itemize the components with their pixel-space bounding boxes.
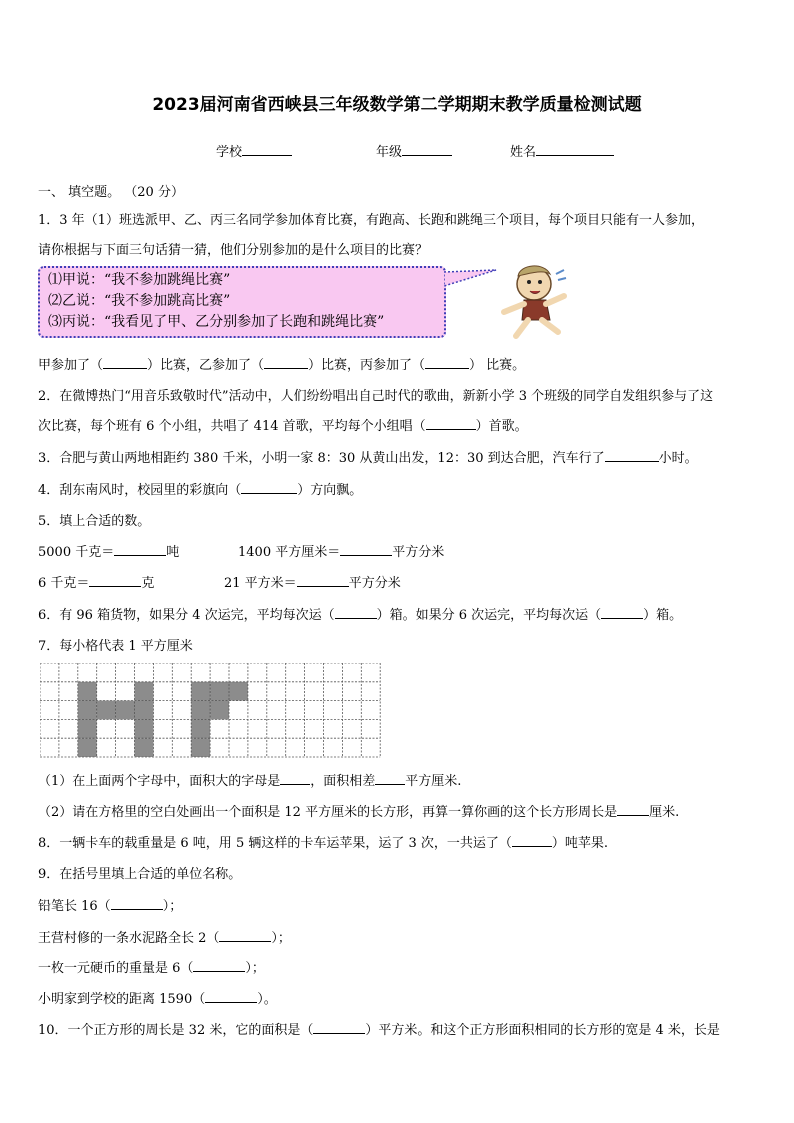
- bubble-line-1: ⑴甲说：“我不参加跳绳比赛”: [48, 272, 231, 288]
- q10-text: ）平方米。和这个正方形面积相同的长方形的宽是 4 米，长是: [365, 1023, 720, 1038]
- q5-text: 5000 千克＝: [38, 545, 115, 560]
- q9-text: ）；: [162, 899, 183, 914]
- q5-text: 1400 平方厘米＝: [238, 545, 341, 560]
- q5-row1-right: [238, 541, 444, 560]
- q10-text: 10．一个正方形的周长是 32 米，它的面积是（: [38, 1023, 314, 1038]
- q4-text: 4．刮东南风时，校园里的彩旗向（: [38, 483, 242, 498]
- q9-blank-2[interactable]: [219, 929, 271, 942]
- q5-text: 平方分米: [348, 576, 401, 591]
- q8: [38, 832, 608, 851]
- page-title: 2023届河南省西峡县三年级数学第二学期期末教学质量检测试题: [152, 95, 642, 115]
- bubble-tail: [444, 268, 500, 294]
- letter-cell: [135, 682, 154, 701]
- q1-answer: [38, 354, 525, 373]
- q2-line2: [38, 415, 528, 434]
- q6-text: 6．有 96 箱货物，如果分 4 次运完，平均每次运（: [38, 608, 335, 623]
- letter-grid[interactable]: [40, 663, 382, 758]
- q7-text: （2）请在方格里的空白处画出一个面积是 12 平方厘米的长方形，再算一算你画的这个长方形周长是: [38, 805, 618, 820]
- q10: [38, 1019, 720, 1038]
- grade-blank[interactable]: [402, 143, 452, 156]
- q3-blank[interactable]: [605, 449, 659, 462]
- q5-text: 克: [141, 576, 155, 591]
- q9-text: ）；: [271, 931, 291, 946]
- grade-field: [376, 141, 452, 160]
- letter-cell: [135, 701, 154, 720]
- q9-text: 一枚一元硬币的重量是 6（: [38, 961, 194, 976]
- school-label: 学校: [216, 145, 243, 160]
- letter-cell: [97, 701, 116, 720]
- q5-text: 21 平方米＝: [224, 576, 297, 591]
- q9-item-1: [38, 895, 182, 914]
- q9-text: 王营村修的一条水泥路全长 2（: [38, 931, 220, 946]
- q5-blank-2[interactable]: [340, 543, 392, 556]
- q4-blank[interactable]: [241, 481, 297, 494]
- q7-blank-diff[interactable]: [375, 772, 405, 785]
- q9-text: ）。: [257, 992, 277, 1007]
- q2-text: 次比赛，每个班有 6 个小组，共唱了 414 首歌，平均每个小组唱（: [38, 419, 426, 434]
- q6-blank-1[interactable]: [335, 606, 377, 619]
- q9-text: 铅笔长 16（: [38, 899, 111, 914]
- q6: [38, 604, 682, 623]
- letter-cell: [78, 719, 97, 738]
- q5-blank-1[interactable]: [114, 543, 166, 556]
- name-label: 姓名: [510, 145, 537, 160]
- q5-text: 吨: [166, 545, 180, 560]
- school-blank[interactable]: [242, 143, 292, 156]
- q5-text: 6 千克＝: [38, 576, 90, 591]
- q9-title: 9．在括号里填上合适的单位名称。: [38, 867, 242, 882]
- q5-row2-left: [38, 572, 154, 591]
- q1-answer-part: ）比赛，丙参加了（: [308, 358, 426, 373]
- letter-cell: [191, 701, 210, 720]
- letter-cell: [210, 701, 229, 720]
- q1-blank-yi[interactable]: [264, 356, 308, 369]
- q2-text: ）首歌。: [475, 419, 528, 434]
- q7-part2: [38, 801, 679, 820]
- q9-item-3: [38, 957, 265, 976]
- speech-bubble: [38, 266, 446, 338]
- q7-blank-letter[interactable]: [280, 772, 310, 785]
- q9-item-2: [38, 927, 291, 946]
- q3-text: 小时。: [658, 451, 698, 466]
- q5-text: 平方分米: [392, 545, 445, 560]
- q9-blank-3[interactable]: [193, 959, 245, 972]
- q1-answer-part: 甲参加了（: [38, 358, 104, 373]
- q6-text: ）箱。如果分 6 次运完，平均每次运（: [376, 608, 602, 623]
- letter-cell: [210, 682, 229, 701]
- q7-blank-perimeter[interactable]: [617, 803, 649, 816]
- q9-item-4: [38, 988, 277, 1007]
- q5-title: 5．填上合适的数。: [38, 514, 151, 529]
- q1-answer-part: ） 比赛。: [469, 358, 526, 373]
- q1-blank-bing[interactable]: [425, 356, 469, 369]
- q5-row1-left: [38, 541, 179, 560]
- school-field: [216, 141, 292, 160]
- running-boy-illustration: [494, 262, 578, 342]
- letter-cell: [135, 738, 154, 757]
- q2-line1: 2．在微博热门“用音乐致敬时代”活动中，人们纷纷唱出自己时代的歌曲，新新小学 3 个班级的同学自发组织参与了这: [38, 389, 714, 404]
- letter-cell: [135, 719, 154, 738]
- q9-blank-1[interactable]: [111, 897, 163, 910]
- q5-blank-3[interactable]: [89, 574, 141, 587]
- q8-text: 8．一辆卡车的载重量是 6 吨，用 5 辆这样的卡车运苹果，运了 3 次，一共运了（: [38, 836, 512, 851]
- q1-line1: 1．3 年（1）班选派甲、乙、丙三名同学参加体育比赛，有跑高、长跑和跳绳三个项目，每个项目只能有一人参加，: [38, 213, 704, 228]
- q3: [38, 447, 698, 466]
- q4: [38, 479, 362, 498]
- letter-cell: [78, 738, 97, 757]
- letter-cell: [116, 701, 135, 720]
- letter-cell: [191, 682, 210, 701]
- q2-blank[interactable]: [426, 417, 476, 430]
- q5-blank-4[interactable]: [297, 574, 349, 587]
- letter-cell: [78, 682, 97, 701]
- q7-part1: [38, 770, 461, 789]
- q7-text: 厘米.: [649, 805, 680, 820]
- bubble-line-3: ⑶丙说：“我看见了甲、乙分别参加了长跑和跳绳比赛”: [48, 314, 385, 330]
- q10-blank[interactable]: [313, 1021, 365, 1034]
- q6-blank-2[interactable]: [601, 606, 643, 619]
- q6-text: ）箱。: [643, 608, 683, 623]
- q1-line2: 请你根据与下面三句话猜一猜，他们分别参加的是什么项目的比赛？: [38, 243, 429, 258]
- q8-text: ）吨苹果.: [551, 836, 609, 851]
- q7-text: ，面积相差: [310, 774, 376, 789]
- name-blank[interactable]: [536, 143, 614, 156]
- q1-answer-part: ）比赛，乙参加了（: [147, 358, 265, 373]
- name-field: [510, 141, 614, 160]
- q9-text: ）；: [245, 961, 265, 976]
- q7-text: （1）在上面两个字母中，面积大的字母是: [38, 774, 281, 789]
- q4-text: ）方向飘。: [297, 483, 363, 498]
- letter-cell: [191, 719, 210, 738]
- q3-text: 3．合肥与黄山两地相距约 380 千米，小明一家 8：30 从黄山出发，12：30 到达合肥，汽车行了: [38, 451, 605, 466]
- section-heading: 一、 填空题。 （20 分）: [38, 185, 184, 200]
- letter-cell: [191, 738, 210, 757]
- letter-cell: [229, 682, 248, 701]
- q9-blank-4[interactable]: [205, 990, 257, 1003]
- q7-text: 平方厘米.: [405, 774, 462, 789]
- q9-text: 小明家到学校的距离 1590（: [38, 992, 206, 1007]
- grade-label: 年级: [376, 145, 403, 160]
- letter-cell: [78, 701, 97, 720]
- q5-row2-right: [224, 572, 401, 591]
- q8-blank[interactable]: [512, 834, 552, 847]
- q7-title: 7．每小格代表 1 平方厘米: [38, 639, 193, 654]
- bubble-line-2: ⑵乙说：“我不参加跳高比赛”: [48, 293, 231, 309]
- q1-blank-jia[interactable]: [103, 356, 147, 369]
